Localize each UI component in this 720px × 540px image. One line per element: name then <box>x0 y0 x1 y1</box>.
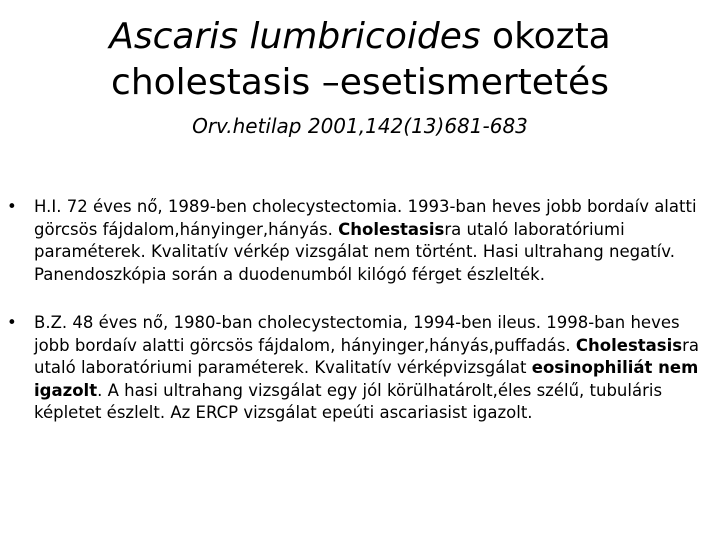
case-item-2 <box>0 312 720 425</box>
title-line2: cholestasis –esetismertetés <box>111 62 609 103</box>
slide-title <box>0 14 720 106</box>
case-1-text-start: H.I. 72 éves nő, 1989-ben cholecystectomia. 1993-ban heves jobb bordaív alatti görcsös fájdalom,hányinger,hányás. <box>34 197 697 239</box>
case-2-text-end: . A hasi ultrahang vizsgálat egy jól körülhatárolt,éles szélű, tubuláris képletet észlelt. Az ERCP vizsgálat epeúti ascariasist igazolt. <box>34 380 663 422</box>
case-1-bold-term: Cholestasis <box>338 219 445 239</box>
bullet-marker: • <box>7 313 17 332</box>
case-2-text-middle: ra utaló laboratóriumi paraméterek. Kvalitatív vérképvizsgálat <box>34 335 700 377</box>
case-2-bold-term: Cholestasis <box>575 335 683 355</box>
journal-reference: Orv.hetilap 2001,142(13)681-683 <box>192 114 528 138</box>
title-species-name: Ascaris lumbricoides <box>109 16 481 57</box>
case-item-1 <box>0 196 720 286</box>
case-2-text-start: B.Z. 48 éves nő, 1980-ban cholecystectomia, 1994-ben ileus. 1998-ban heves jobb bordaív alatti görcsös fájdalom, hányinger,hányás,puffadás. <box>34 313 680 355</box>
case-2-bold-finding: eosinophiliát nem igazolt <box>34 358 699 400</box>
title-line1-rest: okozta <box>480 16 611 57</box>
case-1-text-end: ra utaló laboratóriumi paraméterek. Kvalitatív vérkép vizsgálat nem történt. Hasi ultrahang negatív. Panendoszkópia során a duodenumból kilógó férget észlelték. <box>34 219 675 284</box>
bullet-marker: • <box>7 197 17 216</box>
case-list <box>0 196 720 425</box>
